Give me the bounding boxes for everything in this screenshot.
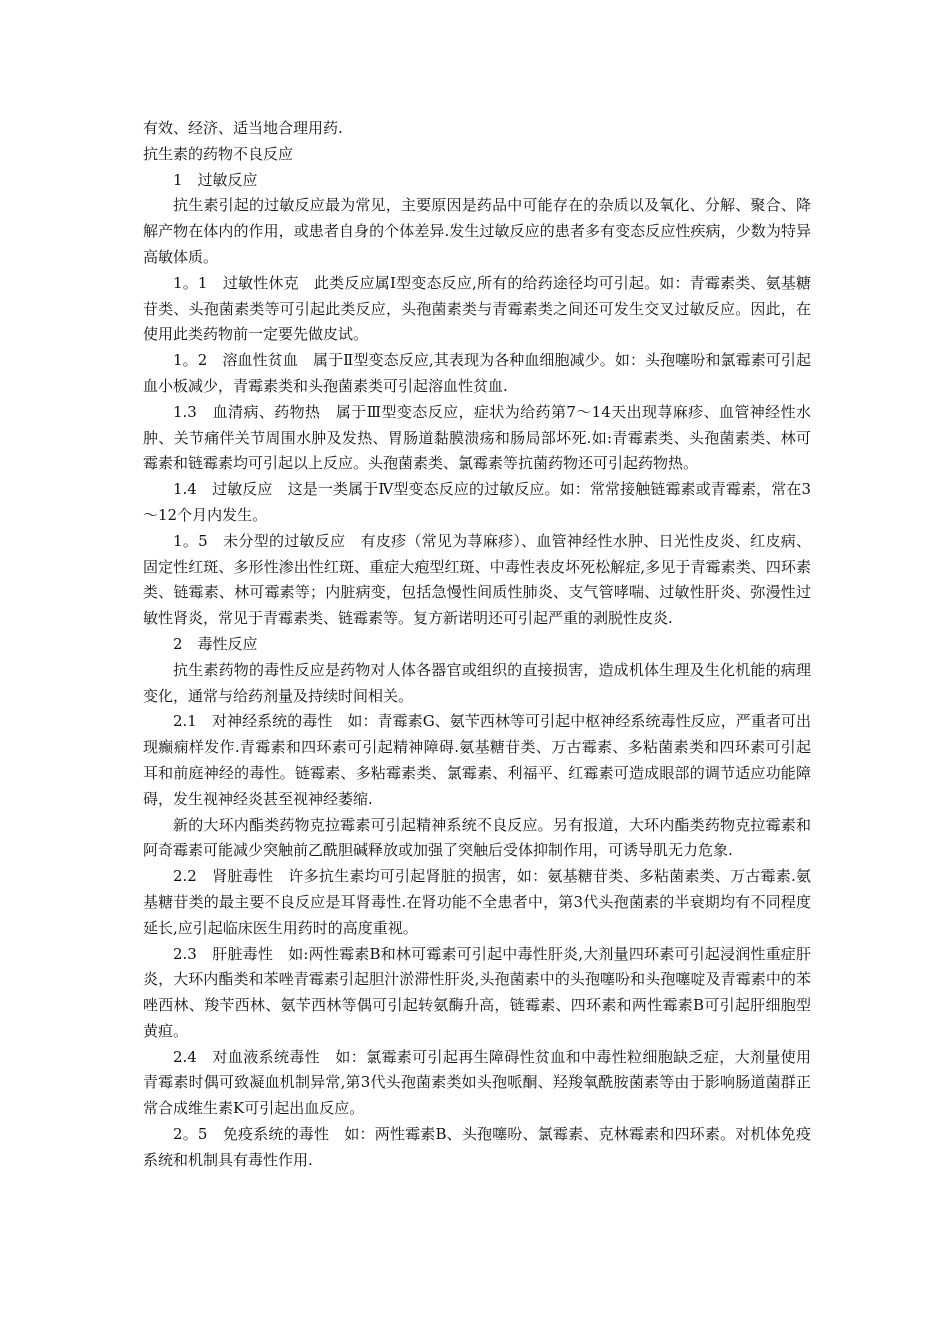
paragraph-unclassified-allergy: 1。5 未分型的过敏反应 有皮疹（常见为荨麻疹）、血管神经性水肿、日光性皮炎、红皮病、固定性红斑、多形性渗出性红斑、重症大疱型红斑、中毒性表皮坏死松解症,多见于青霉素类、四环素类、链霉素、林可霉素等；内脏病变，包括急慢性间质性肺炎、支气管哮喘、过敏性肝炎、弥漫性过敏性肾炎，常见于青霉素类、链霉素等。复方新诺明还可引起严重的剥脱性皮炎. [143,531,811,628]
paragraph-continuation: 有效、经济、适当地合理用药. [143,119,343,137]
paragraph-immune-toxicity: 2。5 免疫系统的毒性 如：两性霉素B、头孢噻吩、氯霉素、克林霉素和四环素。对机体免疫系统和机制具有毒性作用. [143,1125,811,1169]
heading-allergic-reaction: 1 过敏反应 [173,170,258,189]
paragraph-serum-sickness: 1.3 血清病、药物热 属于Ⅲ型变态反应，症状为给药第7～14天出现荨麻疹、血管神经性水肿、关节痛伴关节周围水肿及发热、胃肠道黏膜溃疡和肠局部坏死.如:青霉素类、头孢菌素类、林可霉素和链霉素均可引起以上反应。头孢菌素类、氯霉素等抗菌药物还可引起药物热。 [143,402,811,473]
paragraph-toxic-intro: 抗生素药物的毒性反应是药物对人体各器官或组织的直接损害，造成机体生理及生化机能的病理变化，通常与给药剂量及持续时间相关。 [143,660,811,705]
paragraph-type-iv-allergy: 1.4 过敏反应 这是一类属于Ⅳ型变态反应的过敏反应。如：常常接触链霉素或青霉素，常在3～12个月内发生。 [143,480,811,524]
paragraph-neurotoxicity: 2.1 对神经系统的毒性 如：青霉素G、氨苄西林等可引起中枢神经系统毒性反应，严重者可出现癫痫样发作.青霉素和四环素可引起精神障碍.氨基糖苷类、万古霉素、多粘菌素类和四环素可引起耳和前庭神经的毒性。链霉素、多粘霉素类、氯霉素、利福平、红霉素可造成眼部的调节适应功能障碍，发生视神经炎甚至视神经萎缩. [143,712,811,808]
paragraph-allergic-intro: 抗生素引起的过敏反应最为常见，主要原因是药品中可能存在的杂质以及氧化、分解、聚合、降解产物在体内的作用，或患者自身的个体差异.发生过敏反应的患者多有变态反应性疾病，少数为特异高敏体质。 [143,196,811,266]
section-title: 抗生素的药物不良反应 [143,144,294,163]
paragraph-macrolide-note: 新的大环内酯类药物克拉霉素可引起精神系统不良反应。另有报道，大环内酯类药物克拉霉素和阿奇霉素可能减少突触前乙酰胆碱释放或加强了突触后受体抑制作用，可诱导肌无力危象. [143,815,811,860]
paragraph-anaphylactic-shock: 1。1 过敏性休克 此类反应属Ⅰ型变态反应,所有的给药途径均可引起。如：青霉素类、氨基糖苷类、头孢菌素类等可引起此类反应，头孢菌素类与青霉素类之间还可发生交叉过敏反应。因此，在使用此类药物前一定要先做皮试。 [143,273,811,344]
heading-toxic-reaction: 2 毒性反应 [173,634,258,653]
document-page [143,116,811,1174]
paragraph-hemolytic-anemia: 1。2 溶血性贫血 属于Ⅱ型变态反应,其表现为各种血细胞减少。如：头孢噻吩和氯霉素可引起血小板减少，青霉素类和头孢菌素类可引起溶血性贫血. [143,351,811,395]
paragraph-nephrotoxicity: 2.2 肾脏毒性 许多抗生素均可引起肾脏的损害，如：氨基糖苷类、多粘菌素类、万古霉素.氨基糖苷类的最主要不良反应是耳肾毒性.在肾功能不全患者中，第3代头孢菌素的半衰期均有不同程度延长,应引起临床医生用药时的高度重视。 [143,867,811,937]
paragraph-hepatotoxicity: 2.3 肝脏毒性 如:两性霉素B和林可霉素可引起中毒性肝炎,大剂量四环素可引起浸润性重症肝炎，大环内酯类和苯唑青霉素引起胆汁淤滞性肝炎,头孢菌素中的头孢噻吩和头孢噻啶及青霉素中的苯唑西林、羧苄西林、氨苄西林等偶可引起转氨酶升高，链霉素、四环素和两性霉素B可引起肝细胞型黄疸。 [143,944,811,1040]
paragraph-hematologic-toxicity: 2.4 对血液系统毒性 如：氯霉素可引起再生障碍性贫血和中毒性粒细胞缺乏症，大剂量使用青霉素时偶可致凝血机制异常,第3代头孢菌素类如头孢哌酮、羟羧氧酰胺菌素等由于影响肠道菌群正常合成维生素K可引起出血反应。 [143,1047,811,1118]
